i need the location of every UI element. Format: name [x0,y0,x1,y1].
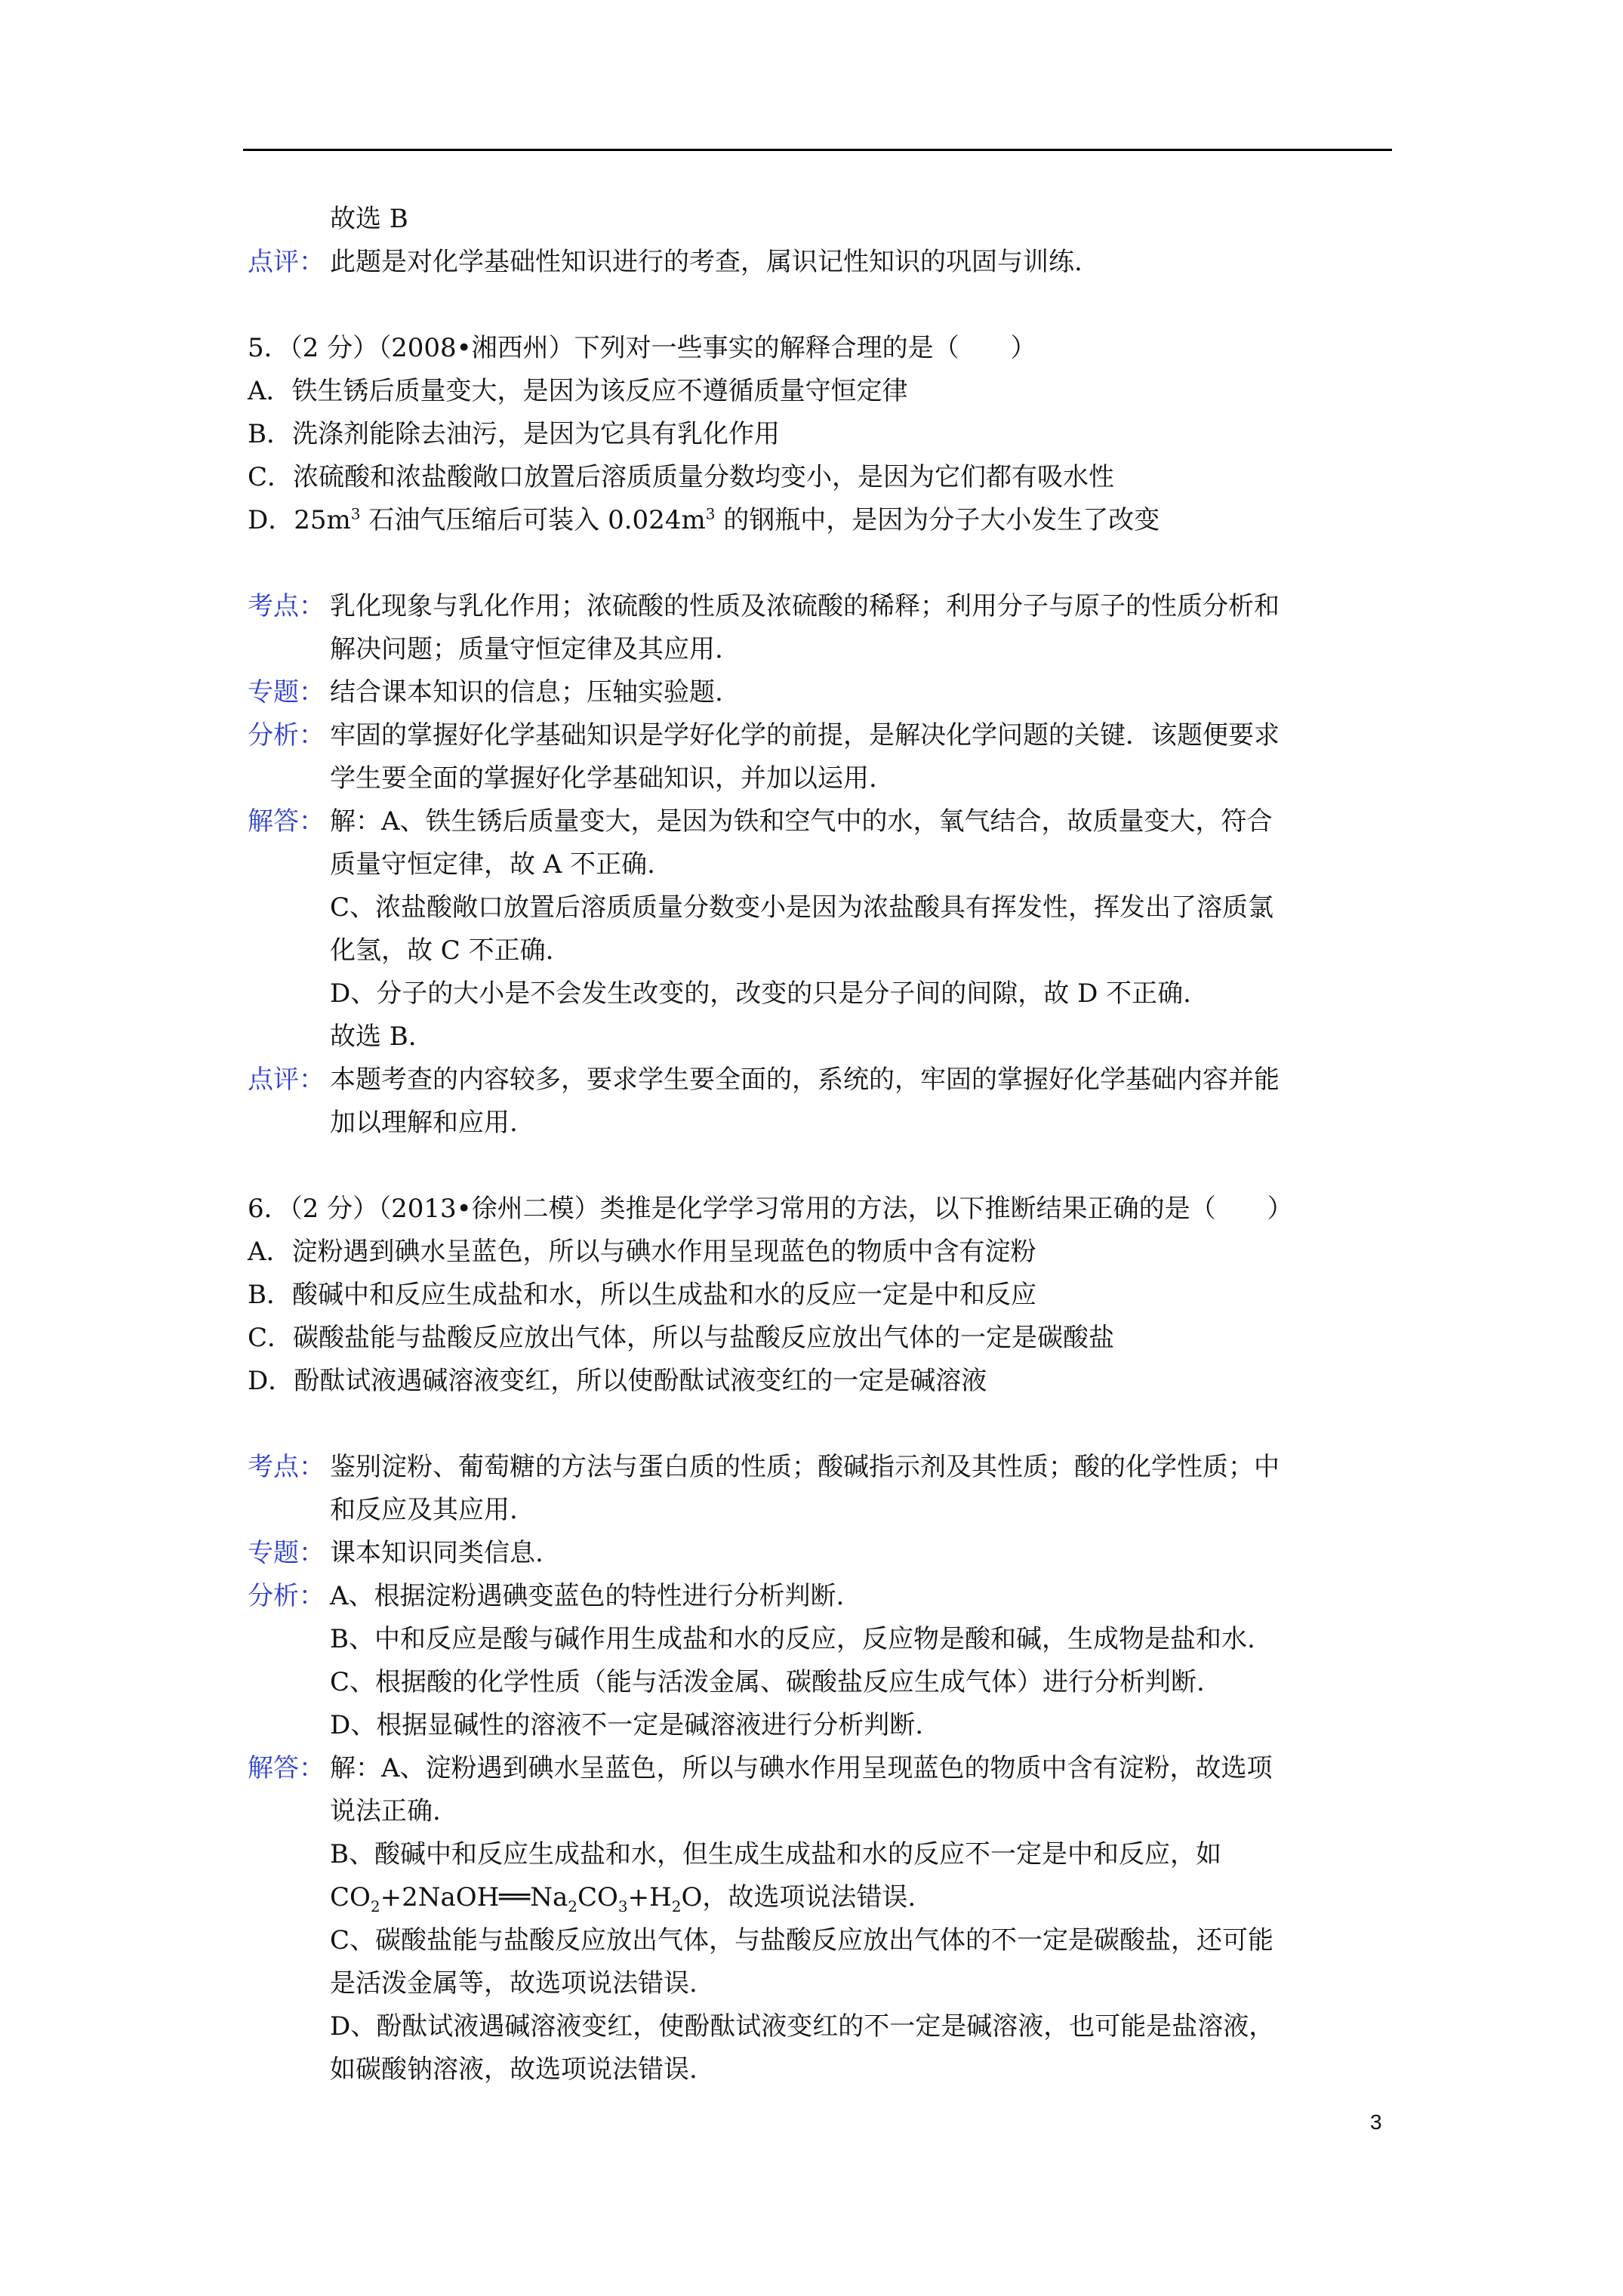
fenxi-label: 分析： [248,720,325,750]
q6-kaodian: 考点： 鉴别淀粉、葡萄糖的方法与蛋白质的性质；酸碱指示剂及其性质；酸的化学性质；中 [248,1446,1395,1489]
q5-kaodian: 考点： 乳化现象与乳化作用；浓硫酸的性质及浓硫酸的稀释；利用分子与原子的性质分析和 [248,585,1395,628]
q5-fenxi: 分析： 牢固的掌握好化学基础知识是学好化学的前提，是解决化学问题的关键．该题便要求 [248,714,1395,757]
fenxi-label: 分析： [248,1581,325,1611]
header-rule [243,149,1392,151]
zhuanti-label: 专题： [248,677,325,707]
prev-conclusion: 故选 B [330,204,408,234]
kaodian-label: 考点： [248,591,325,621]
q6-fenxi: 分析： A、根据淀粉遇碘变蓝色的特性进行分析判断. [248,1575,1395,1618]
page-content: 故选 B 点评： 此题是对化学基础性知识进行的考查，属识记性知识的巩固与训练. 5．（2 分）（2008•湘西州）下列对一些事实的解释合理的是（ ） A．铁生锈后质量变大，是因为该反应不遵循质量守恒定律 B．洗涤剂能除去油污，是因为它具有乳化作用 C．浓硫酸和浓盐酸敞口放置后溶质质量分数均变小，是因为它们都有吸水性 D．$25m^3$ 石油气压缩后可装入 $0.024m^3$ 的钢瓶中，是因为分子大小发生了改变 考点： 乳化现象与乳化作用；浓硫酸的性质及浓硫酸的稀释；利用分子与原子的性质分析和 解决问题；质量守恒定律及其应用. 专题： 结合课本知识的信息；压轴实验题. 分析： 牢固的掌握好化学基础知识是学好化学的前提，是解决化学问题的关键．该题便要求 学生要全面的掌握好化学基础知识，并加以运用. 解答： 解：A、铁生锈后质量变大，是因为铁和空气中的水，氧气结合，故质量变大，符合 质量守恒定律，故 A 不正确. C、浓盐酸敞口放置后溶质质量分数变小是因为浓盐酸具有挥发性，挥发出了溶质氯 化氢，故 C 不正确. D、分子的大小是不会发生改变的，改变的只是分子间的间隙，故 D 不正确. 故选 B. 点评： 本题考查的内容较多，要求学生要全面的，系统的，牢固的掌握好化学基础内容并能 加以理解和应用. 6．（2 分）（2013•徐州二模）类推是化学学习常用的方法，以下推断结果正确的是（ ） A．淀粉遇到碘水呈蓝色，所以与碘水作用呈现蓝色的物质中含有淀粉 B．酸碱中和反应生成盐和水，所以生成盐和水的反应一定是中和反应 C．碳酸盐能与盐酸反应放出气体，所以与盐酸反应放出气体的一定是碳酸盐 D．酚酞试液遇碱溶液变红，所以使酚酞试液变红的一定是碱溶液 考点： 鉴别淀粉、葡萄糖的方法与蛋白质的性质；酸碱指示剂及其性质；酸的化学性质；中 和反应及其应用. 专题： 课本知识同类信息. 分析： A、根据淀粉遇碘变蓝色的特性进行分析判断. B、中和反应是酸与碱作用生成盐和水的反应，反应物是酸和碱，生成物是盐和水. C、根据酸的化学性质（能与活泼金属、碳酸盐反应生成气体）进行分析判断. D、根据显碱性的溶液不一定是碱溶液进行分析判断. 解答： 解：A、淀粉遇到碘水呈蓝色，所以与碘水作用呈现蓝色的物质中含有淀粉，故选项 说法正确. B、酸碱中和反应生成盐和水，但生成生成盐和水的反应不一定是中和反应，如 $CO_2+2NaOH══Na_2CO_3+H_2O$，故选项说法错误. C、碳酸盐能与盐酸反应放出气体，与盐酸反应放出气体的不一定是碳酸盐，还可能 是活泼金属等，故选项说法错误. D、酚酞试液遇碱溶液变红，使酚酞试液变红的不一定是碱溶液，也可能是盐溶液， 如碳酸钠溶液，故选项说法错误. [248,198,1395,2091]
q6-option-c: C．碳酸盐能与盐酸反应放出气体，所以与盐酸反应放出气体的一定是碳酸盐 [248,1323,1115,1353]
page-number: 3 [1370,2110,1382,2134]
zhuanti-label: 专题： [248,1538,325,1568]
q6-jieda: 解答： 解：A、淀粉遇到碘水呈蓝色，所以与碘水作用呈现蓝色的物质中含有淀粉，故选项 [248,1747,1395,1790]
review-label: 点评： [248,247,325,277]
q5-option-a: A．铁生锈后质量变大，是因为该反应不遵循质量守恒定律 [248,376,908,406]
review-text: 此题是对化学基础性知识进行的考查，属识记性知识的巩固与训练. [330,247,1083,277]
q6-zhuanti: 专题： 课本知识同类信息. [248,1532,1395,1575]
q6-stem: 6．（2 分）（2013•徐州二模）类推是化学学习常用的方法，以下推断结果正确的是（ ） [248,1194,1293,1224]
q5-stem: 5．（2 分）（2008•湘西州）下列对一些事实的解释合理的是（ ） [248,333,1036,363]
chem-equation: $CO_2+2NaOH══Na_2CO_3+H_2O$，故选项说法错误. [330,1882,916,1915]
q5-zhuanti: 专题： 结合课本知识的信息；压轴实验题. [248,671,1395,714]
jieda-label: 解答： [248,1753,325,1783]
kaodian-label: 考点： [248,1452,325,1482]
q5-dianping: 点评： 本题考查的内容较多，要求学生要全面的，系统的，牢固的掌握好化学基础内容并能 [248,1059,1395,1102]
q6-option-b: B．酸碱中和反应生成盐和水，所以生成盐和水的反应一定是中和反应 [248,1280,1036,1310]
q5-option-c: C．浓硫酸和浓盐酸敞口放置后溶质质量分数均变小，是因为它们都有吸水性 [248,462,1115,492]
dianping-label: 点评： [248,1065,325,1095]
q6-option-d: D．酚酞试液遇碱溶液变红，所以使酚酞试液变红的一定是碱溶液 [248,1366,987,1396]
prev-review [248,241,1395,284]
q5-option-d: D．$25m^3$ 石油气压缩后可装入 $0.024m^3$ 的钢瓶中，是因为分子大小发生了改变 [248,504,1160,535]
q5-option-b: B．洗涤剂能除去油污，是因为它具有乳化作用 [248,419,780,449]
q6-option-a: A．淀粉遇到碘水呈蓝色，所以与碘水作用呈现蓝色的物质中含有淀粉 [248,1237,1036,1267]
q5-jieda: 解答： 解：A、铁生锈后质量变大，是因为铁和空气中的水，氧气结合，故质量变大，符合 [248,800,1395,843]
jieda-label: 解答： [248,806,325,837]
